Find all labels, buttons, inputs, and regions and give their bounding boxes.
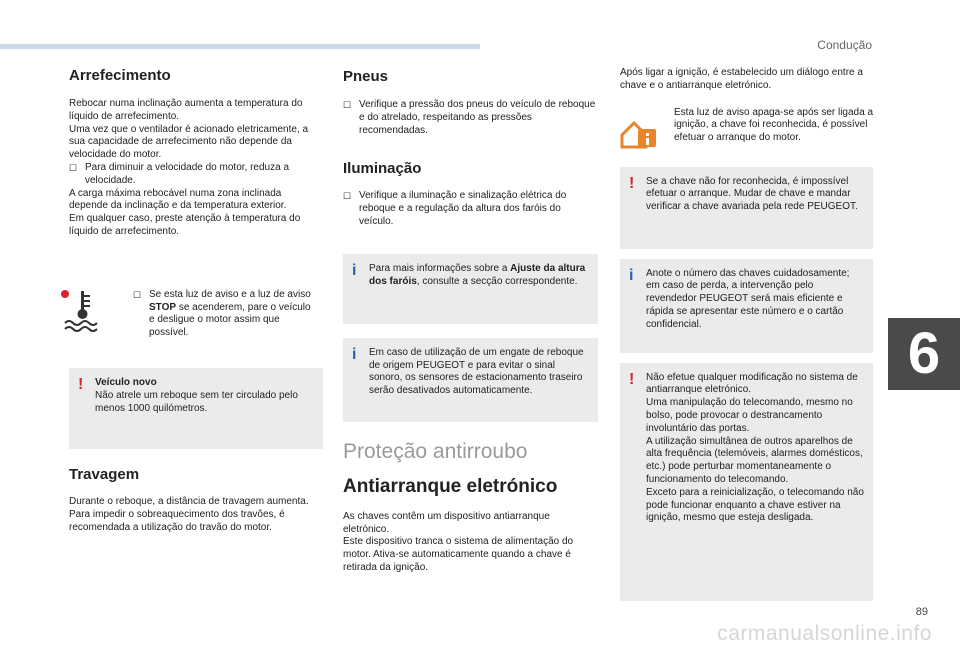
- chapter-tab: 6: [888, 318, 960, 390]
- coolant-lamp-block: [69, 289, 323, 340]
- warning-text: A utilização simultânea de outros aparelhos de alta frequência (telemóveis, alarmes domésticos, etc.) pode perturbar momentaneamente o funcionamento do telecomando.: [646, 435, 863, 485]
- coolant-temperature-warning-icon: [61, 289, 105, 335]
- new-vehicle-warning-box: [69, 368, 323, 449]
- column-3: [620, 67, 873, 601]
- braking-paragraph: Para impedir o sobreaquecimento dos travões, é recomendada a utilização do travão do motor.: [69, 508, 285, 533]
- checkbox-bullet-icon: ☐: [343, 191, 352, 202]
- immobiliser-intro: Após ligar a ignição, é estabelecido um diálogo entre a chave e o antiarranque eletrónico.: [620, 67, 863, 91]
- warning-text: Se a chave não for reconhecida, é impossível efetuar o arranque. Mudar de chave e mandar verificar a chave avariada pela rede PEUGEOT.: [646, 175, 858, 213]
- warning-text: Uma manipulação do telecomando, mesmo no bolso, pode provocar o destrancamento involuntário das portas.: [646, 397, 853, 434]
- headlamp-info-box: i Para mais informações sobre a Ajuste da altura dos faróis, consulte a secção correspondente.: [343, 254, 598, 324]
- column-2: [343, 60, 598, 575]
- key-lamp-block: [620, 107, 873, 151]
- top-accent-bar: [0, 44, 480, 49]
- page-number: 89: [915, 606, 928, 618]
- cooling-paragraph: Em qualquer caso, preste atenção à temperatura do líquido de arrefecimento.: [69, 213, 301, 237]
- info-icon: i: [352, 261, 357, 279]
- checkbox-bullet-icon: ☐: [133, 289, 142, 300]
- towbar-info-box: [343, 338, 598, 422]
- warning-text: Exceto para a reinicialização, o telecomando não pode funcionar enquanto a chave estiver na ignição, mesmo que esteja desligada.: [646, 486, 864, 524]
- anti-theft-title: Proteção antirroubo: [343, 439, 528, 463]
- warning-text: Não efetue qualquer modificação no sistema de antiarranque eletrónico.: [646, 371, 858, 396]
- cooling-paragraph: Rebocar numa inclinação aumenta a temperatura do líquido de arrefecimento.: [69, 98, 303, 122]
- key-number-info-box: [620, 259, 873, 353]
- warning-exclamation-icon: !: [629, 370, 635, 388]
- braking-paragraph: Durante o reboque, a distância de travagem aumenta.: [69, 495, 309, 507]
- checkbox-bullet-icon: ☐: [69, 162, 78, 173]
- key-lamp-text: Esta luz de aviso apaga-se após ser ligada a ignição, a chave foi reconhecida, é possível efetuar o arranque do motor.: [674, 106, 874, 144]
- warning-exclamation-icon: !: [629, 174, 635, 192]
- info-icon: i: [629, 266, 634, 284]
- new-vehicle-text: Não atrele um reboque sem ter circulado pelo menos 1000 quilómetros.: [95, 389, 298, 414]
- towbar-info-text: Em caso de utilização de um engate de reboque de origem PEUGEOT e para evitar o sinal sonoro, os sensores de estacionamento traseiro serão desativados automaticamente.: [369, 346, 584, 397]
- cooling-title: Arrefecimento: [69, 67, 171, 84]
- key-not-recognised-warning-box: [620, 167, 873, 249]
- info-icon: i: [352, 345, 357, 363]
- new-vehicle-title: Veículo novo: [95, 376, 157, 388]
- info-text: Anote o número das chaves cuidadosamente; em caso de perda, a intervenção pelo revendedor PEUGEOT será mais eficiente e rápida se apresentar este número e o cartão confidencial.: [646, 267, 850, 330]
- warning-exclamation-icon: !: [78, 375, 84, 393]
- cooling-paragraph: Uma vez que o ventilador é acionado eletricamente, a sua capacidade de arrefecimento não depende da velocidade do motor.: [69, 123, 309, 161]
- lighting-bullet: ☐ Verifique a iluminação e sinalização elétrica do reboque e a regulação da altura dos faróis do veículo.: [343, 190, 567, 227]
- key-warning-lamp-icon: [620, 117, 660, 151]
- braking-title: Travagem: [69, 465, 140, 483]
- lighting-title: Iluminação: [343, 160, 422, 178]
- section-header: Condução: [817, 38, 872, 52]
- immobiliser-paragraph: Este dispositivo tranca o sistema de alimentação do motor. Ativa-se automaticamente quando a chave é retirada da ignição.: [343, 536, 574, 573]
- tyres-title: Pneus: [343, 68, 389, 85]
- column-1: [69, 60, 323, 534]
- tyres-bullet: ☐ Verifique a pressão dos pneus do veículo de reboque e do atrelado, respeitando as pressões recomendadas.: [343, 99, 596, 136]
- cooling-paragraph: A carga máxima rebocável numa zona inclinada depende da inclinação e da temperatura exterior.: [69, 187, 287, 212]
- coolant-lamp-text: ☐ Se esta luz de aviso e a luz de aviso STOP se acenderem, pare o veículo e desligue o motor assim que possível.: [133, 288, 311, 339]
- immobiliser-title: Antiarranque eletrónico: [343, 475, 558, 497]
- cooling-bullet: ☐ Para diminuir a velocidade do motor, reduza a velocidade.: [69, 161, 290, 186]
- checkbox-bullet-icon: ☐: [343, 100, 352, 110]
- watermark: carmanualsonline.info: [717, 622, 932, 645]
- modification-warning-box: [620, 363, 873, 601]
- immobiliser-paragraph: As chaves contêm um dispositivo antiarranque eletrónico.: [343, 510, 550, 535]
